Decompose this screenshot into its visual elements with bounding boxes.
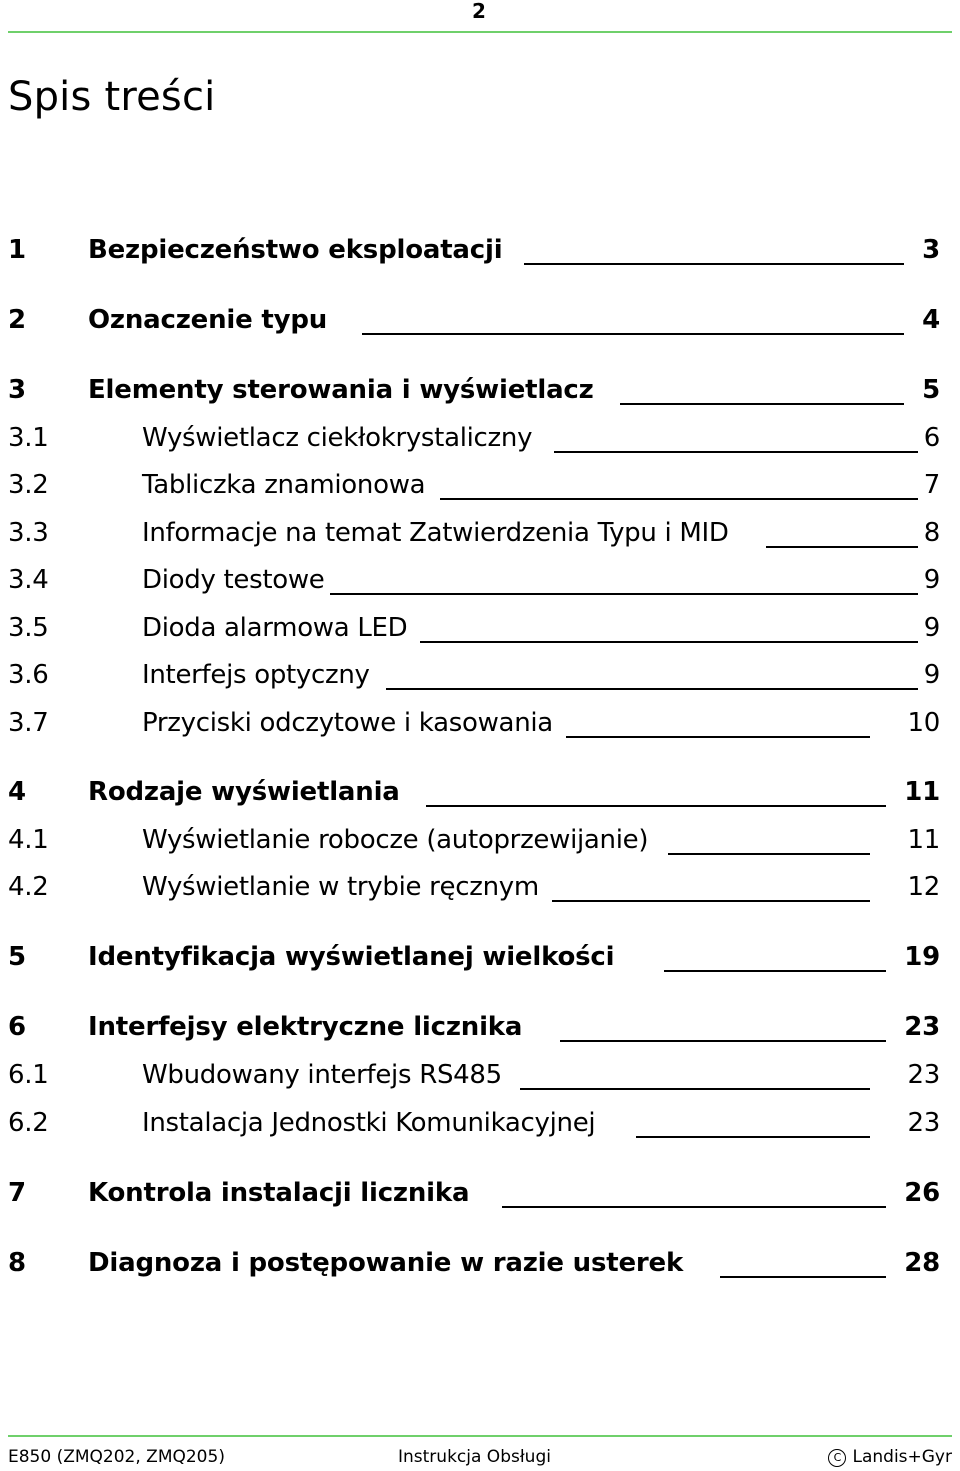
- toc-number: 3.4: [8, 565, 49, 595]
- toc-page-number: 9: [923, 613, 940, 643]
- toc-leader-line: [420, 641, 918, 643]
- page-number: 2: [472, 0, 486, 23]
- toc-entry-title: Tabliczka znamionowa: [142, 470, 426, 500]
- toc-page-number: 23: [907, 1108, 940, 1138]
- toc-page-number: 3: [922, 235, 940, 265]
- toc-number: 6.1: [8, 1060, 49, 1090]
- toc-section-row[interactable]: [0, 823, 960, 857]
- toc-chapter-row[interactable]: [0, 233, 960, 267]
- toc-number: 3.3: [8, 518, 49, 548]
- toc-section-row[interactable]: [0, 611, 960, 645]
- footer-left: E850 (ZMQ202, ZMQ205): [8, 1447, 225, 1467]
- toc-entry-title: Interfejsy elektryczne licznika: [88, 1012, 523, 1042]
- toc-section-row[interactable]: [0, 706, 960, 740]
- toc-page-number: 10: [907, 708, 940, 738]
- toc-section-row[interactable]: [0, 563, 960, 597]
- toc-entry-title: Diody testowe: [142, 565, 325, 595]
- toc-entry-title: Informacje na temat Zatwierdzenia Typu i MID: [142, 518, 729, 548]
- toc-chapter-row[interactable]: [0, 775, 960, 809]
- toc-leader-line: [668, 853, 870, 855]
- toc-leader-line: [560, 1040, 886, 1042]
- toc-section-row[interactable]: [0, 468, 960, 502]
- footer-center: Instrukcja Obsługi: [398, 1447, 551, 1467]
- toc-page-number: 28: [904, 1248, 940, 1278]
- toc-leader-line: [636, 1136, 870, 1138]
- toc-leader-line: [720, 1276, 886, 1278]
- toc-entry-title: Przyciski odczytowe i kasowania: [142, 708, 553, 738]
- toc-leader-line: [620, 403, 904, 405]
- toc-number: 3.2: [8, 470, 49, 500]
- toc-page-number: 12: [907, 872, 940, 902]
- toc-entry-title: Wbudowany interfejs RS485: [142, 1060, 502, 1090]
- toc-section-row[interactable]: [0, 870, 960, 904]
- toc-chapter-row[interactable]: [0, 373, 960, 407]
- toc-number: 3.6: [8, 660, 49, 690]
- toc-leader-line: [766, 546, 918, 548]
- toc-leader-line: [520, 1088, 870, 1090]
- toc-entry-title: Wyświetlanie robocze (autoprzewijanie): [142, 825, 649, 855]
- toc-chapter-row[interactable]: [0, 1246, 960, 1280]
- toc-page-number: 23: [904, 1012, 940, 1042]
- toc-page-number: 6: [923, 423, 940, 453]
- toc-page-number: 4: [922, 305, 940, 335]
- toc-number: 4.1: [8, 825, 49, 855]
- toc-page-number: 23: [907, 1060, 940, 1090]
- toc-chapter-row[interactable]: [0, 303, 960, 337]
- toc-leader-line: [362, 333, 904, 335]
- toc-entry-title: Rodzaje wyświetlania: [88, 777, 400, 807]
- toc-leader-line: [330, 593, 918, 595]
- toc-page-number: 11: [904, 777, 940, 807]
- toc-number: 3.5: [8, 613, 49, 643]
- toc-entry-title: Identyfikacja wyświetlanej wielkości: [88, 942, 615, 972]
- footer-right-text: Landis+Gyr: [852, 1447, 952, 1467]
- toc-chapter-row[interactable]: [0, 940, 960, 974]
- toc-number: 4.2: [8, 872, 49, 902]
- toc-entry-title: Interfejs optyczny: [142, 660, 370, 690]
- toc-number: 3: [8, 375, 26, 405]
- toc-number: 2: [8, 305, 26, 335]
- toc-number: 5: [8, 942, 26, 972]
- toc-page-number: 9: [923, 660, 940, 690]
- toc-leader-line: [426, 805, 886, 807]
- toc-entry-title: Elementy sterowania i wyświetlacz: [88, 375, 594, 405]
- toc-number: 6: [8, 1012, 26, 1042]
- copyright-icon: C: [828, 1449, 846, 1467]
- toc-entry-title: Diagnoza i postępowanie w razie usterek: [88, 1248, 684, 1278]
- toc-leader-line: [502, 1206, 886, 1208]
- toc-section-row[interactable]: [0, 658, 960, 692]
- page-title: Spis treści: [8, 74, 216, 120]
- toc-page-number: 9: [923, 565, 940, 595]
- toc-leader-line: [664, 970, 886, 972]
- toc-leader-line: [386, 688, 918, 690]
- toc-entry-title: Wyświetlanie w trybie ręcznym: [142, 872, 539, 902]
- toc-number: 6.2: [8, 1108, 49, 1138]
- toc-section-row[interactable]: [0, 1106, 960, 1140]
- footer-rule: [8, 1435, 952, 1437]
- toc-section-row[interactable]: [0, 516, 960, 550]
- toc-entry-title: Instalacja Jednostki Komunikacyjnej: [142, 1108, 596, 1138]
- toc-entry-title: Wyświetlacz ciekłokrystaliczny: [142, 423, 533, 453]
- footer-right: [828, 1446, 952, 1468]
- toc-section-row[interactable]: [0, 421, 960, 455]
- toc-entry-title: Oznaczenie typu: [88, 305, 328, 335]
- toc-entry-title: Dioda alarmowa LED: [142, 613, 408, 643]
- toc-chapter-row[interactable]: [0, 1010, 960, 1044]
- toc-entry-title: Kontrola instalacji licznika: [88, 1178, 470, 1208]
- toc-page-number: 19: [904, 942, 940, 972]
- toc-number: 3.1: [8, 423, 49, 453]
- toc-page-number: 11: [907, 825, 940, 855]
- toc-page-number: 5: [922, 375, 940, 405]
- toc-page-number: 8: [923, 518, 940, 548]
- toc-page-number: 7: [923, 470, 940, 500]
- toc-chapter-row[interactable]: [0, 1176, 960, 1210]
- toc-number: 1: [8, 235, 26, 265]
- toc-entry-title: Bezpieczeństwo eksploatacji: [88, 235, 503, 265]
- toc-number: 4: [8, 777, 26, 807]
- toc-leader-line: [524, 263, 904, 265]
- toc-page-number: 26: [904, 1178, 940, 1208]
- toc-number: 8: [8, 1248, 26, 1278]
- toc-section-row[interactable]: [0, 1058, 960, 1092]
- toc-leader-line: [566, 736, 870, 738]
- toc-leader-line: [554, 451, 918, 453]
- toc-leader-line: [552, 900, 870, 902]
- toc-leader-line: [440, 498, 918, 500]
- toc-number: 7: [8, 1178, 26, 1208]
- toc-number: 3.7: [8, 708, 49, 738]
